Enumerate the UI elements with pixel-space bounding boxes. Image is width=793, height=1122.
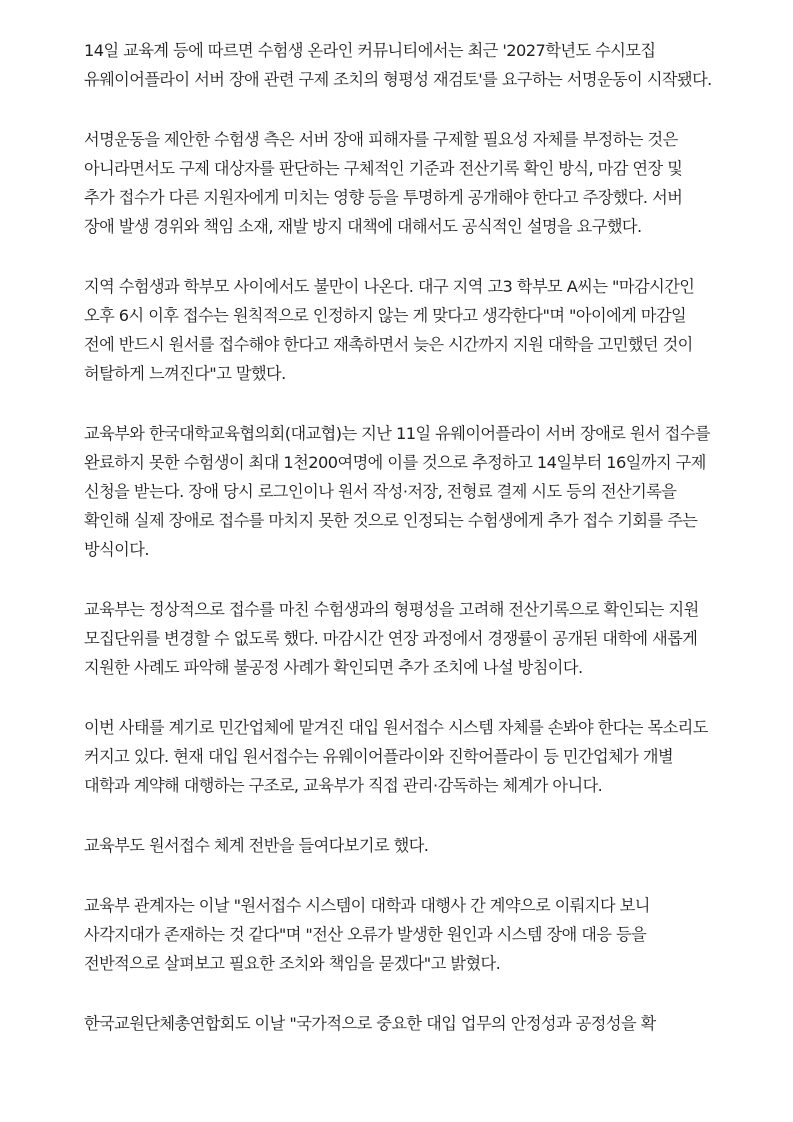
article-paragraph: 지역 수험생과 학부모 사이에서도 불만이 나온다. 대구 지역 고3 학부모 A씨는 "마감시간인 오후 6시 이후 접수는 원칙적으로 인정하지 않는 게 맞다고 생각한다"며 "아이에게 마감일 전에 반드시 원서를 접수해야 한다고 재촉하면서 늦은 시간까지 지원 대학을 고민했던 것이 허탈하게 느껴진다"고 말했다. <box>84 277 695 383</box>
article-paragraph: 교육부와 한국대학교육협의회(대교협)는 지난 11일 유웨이어플라이 서버 장애로 원서 접수를 완료하지 못한 수험생이 최대 1천200여명에 이를 것으로 추정하고 14일부터 16일까지 구제 신청을 받는다. 장애 당시 로그인이나 원서 작성·저장, 전형료 결제 시도 등의 전산기록을 확인해 실제 장애로 접수를 마치지 못한 것으로 인정되는 수험생에게 추가 접수 기회를 주는 방식이다. <box>84 424 711 559</box>
article-paragraph: 한국교원단체총연합회도 이날 "국가적으로 중요한 대입 업무의 안정성과 공정성을 확 <box>84 1014 656 1033</box>
article-paragraph: 교육부도 원서접수 체계 전반을 들여다보기로 했다. <box>84 836 429 855</box>
article-paragraph: 14일 교육계 등에 따르면 수험생 온라인 커뮤니티에서는 최근 '2027학년도 수시모집 유웨이어플라이 서버 장애 관련 구제 조치의 형평성 재검토'를 요구하는 서명운동이 시작됐다. <box>84 41 712 89</box>
article-paragraph: 서명운동을 제안한 수험생 측은 서버 장애 피해자를 구제할 필요성 자체를 부정하는 것은 아니라면서도 구제 대상자를 판단하는 구체적인 기준과 전산기록 확인 방식, 마감 연장 및 추가 접수가 다른 지원자에게 미치는 영향 등을 투명하게 공개해야 한다고 주장했다. 서버 장애 발생 경위와 책임 소재, 재발 방지 대책에 대해서도 공식적인 설명을 요구했다. <box>84 130 683 236</box>
article-paragraph: 교육부는 정상적으로 접수를 마친 수험생과의 형평성을 고려해 전산기록으로 확인되는 지원 모집단위를 변경할 수 없도록 했다. 마감시간 연장 과정에서 경쟁률이 공개된 대학에 새롭게 지원한 사례도 파악해 불공정 사례가 확인되면 추가 조치에 나설 방침이다. <box>84 600 699 677</box>
article-paragraph: 이번 사태를 계기로 민간업체에 맡겨진 대입 원서접수 시스템 자체를 손봐야 한다는 목소리도 커지고 있다. 현재 대입 원서접수는 유웨이어플라이와 진학어플라이 등 민간업체가 개별 대학과 계약해 대행하는 구조로, 교육부가 직접 관리·감독하는 체계가 아니다. <box>84 718 708 795</box>
article-body <box>84 36 714 1038</box>
article-paragraph: 교육부 관계자는 이날 "원서접수 시스템이 대학과 대행사 간 계약으로 이뤄지다 보니 사각지대가 존재하는 것 같다"며 "전산 오류가 발생한 원인과 시스템 장애 대응 등을 전반적으로 살펴보고 필요한 조치와 책임을 묻겠다"고 밝혔다. <box>84 896 650 973</box>
